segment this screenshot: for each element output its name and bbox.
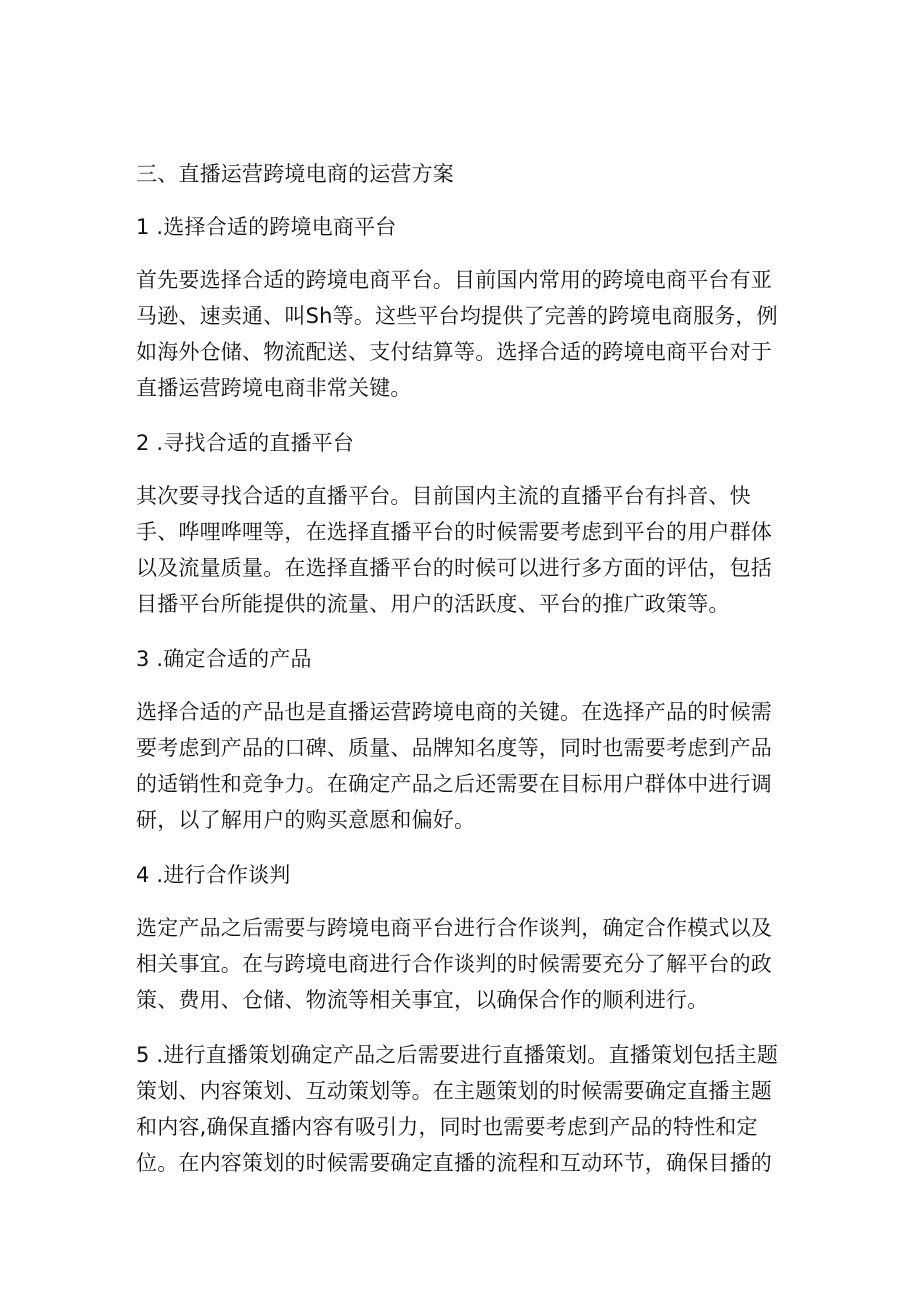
paragraph-line: 5 .进行直播策划确定产品之后需要进行直播策划。直播策划包括主题 bbox=[136, 1043, 779, 1067]
paragraph-line: 位。在内容策划的时候需要确定直播的流程和互动环节，确保目播的 bbox=[136, 1151, 772, 1175]
paragraph-line: 马逊、速卖通、叫Sh等。这些平台均提供了完善的跨境电商服务，例 bbox=[136, 304, 778, 328]
section-item-5 bbox=[136, 1037, 786, 1181]
item-heading: 4 .进行合作谈判 bbox=[136, 863, 291, 887]
paragraph-line: 选择合适的产品也是直播运营跨境电商的关键。在选择产品的时候需 bbox=[136, 700, 772, 724]
section-item-2 bbox=[136, 425, 786, 622]
paragraph-line: 首先要选择合适的跨境电商平台。目前国内常用的跨境电商平台有亚 bbox=[136, 268, 772, 292]
item-heading: 2 .寻找合适的直播平台 bbox=[136, 431, 355, 455]
paragraph-line: 相关事宜。在与跨境电商进行合作谈判的时候需要充分了解平台的政 bbox=[136, 952, 772, 976]
item-heading: 1 .选择合适的跨境电商平台 bbox=[136, 215, 397, 239]
section-title: 三、直播运营跨境电商的运营方案 bbox=[136, 162, 454, 186]
item-paragraph bbox=[136, 1037, 786, 1181]
paragraph-line: 手、哗哩哗哩等，在选择直播平台的时候需要考虑到平台的用户群体 bbox=[136, 520, 772, 544]
section-item-4 bbox=[136, 857, 786, 1018]
section-item-3 bbox=[136, 641, 786, 838]
paragraph-line: 其次要寻找合适的直播平台。目前国内主流的直播平台有抖音、快 bbox=[136, 484, 751, 508]
paragraph-line: 的适销性和竞争力。在确定产品之后还需要在目标用户群体中进行调 bbox=[136, 772, 772, 796]
paragraph-line: 要考虑到产品的口碑、质量、品牌知名度等，同时也需要考虑到产品 bbox=[136, 736, 772, 760]
paragraph-line: 直播运营跨境电商非常关键。 bbox=[136, 376, 412, 400]
item-heading: 3 .确定合适的产品 bbox=[136, 647, 312, 671]
paragraph-line: 研，以了解用户的购买意愿和偏好。 bbox=[136, 808, 476, 832]
paragraph-line: 如海外仓储、物流配送、支付结算等。选择合适的跨境电商平台对于 bbox=[136, 340, 772, 364]
paragraph-line: 策划、内容策划、互动策划等。在主题策划的时候需要确定直播主题 bbox=[136, 1079, 772, 1103]
paragraph-line: 以及流量质量。在选择直播平台的时候可以进行多方面的评估，包括 bbox=[136, 556, 772, 580]
paragraph-line: 和内容,确保直播内容有吸引力，同时也需要考虑到产品的特性和定 bbox=[136, 1115, 758, 1139]
item-paragraph bbox=[136, 694, 786, 838]
paragraph-line: 目播平台所能提供的流量、用户的活跃度、平台的推广政策等。 bbox=[136, 592, 730, 616]
document-page bbox=[136, 156, 786, 1200]
item-paragraph bbox=[136, 262, 786, 406]
item-paragraph bbox=[136, 478, 786, 622]
paragraph-line: 策、费用、仓储、物流等相关事宜，以确保合作的顺利进行。 bbox=[136, 988, 709, 1012]
section-item-1 bbox=[136, 209, 786, 406]
item-paragraph bbox=[136, 910, 786, 1018]
paragraph-line: 选定产品之后需要与跨境电商平台进行合作谈判，确定合作模式以及 bbox=[136, 916, 772, 940]
